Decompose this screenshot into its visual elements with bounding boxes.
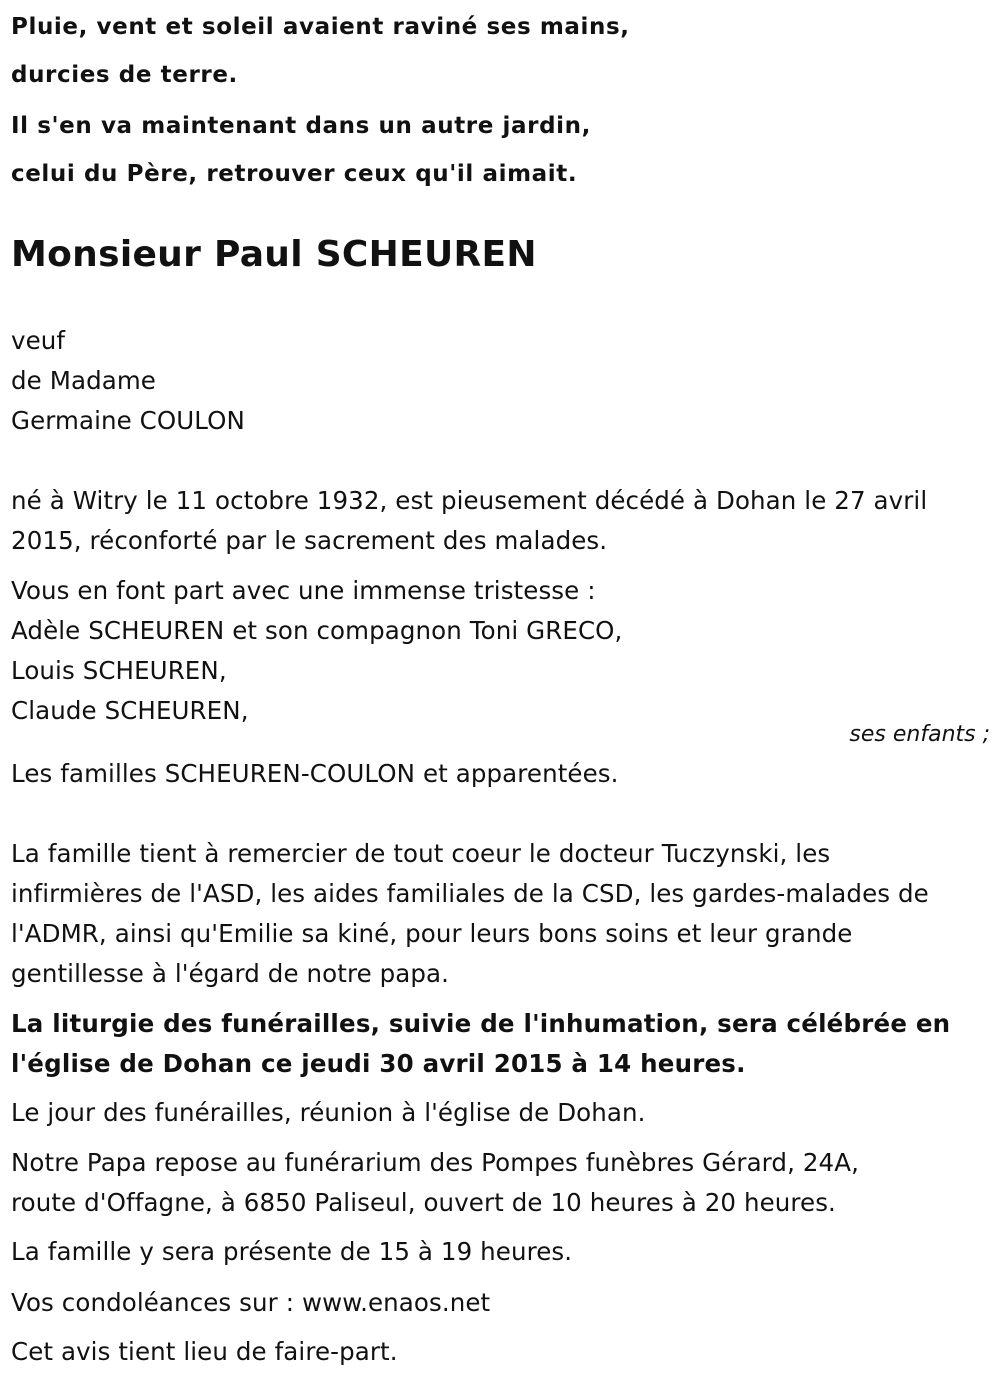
- poem-line: celui du Père, retrouver ceux qu'il aimait.: [11, 161, 578, 187]
- birth-death-line: né à Witry le 11 octobre 1932, est pieusement décédé à Dohan le 27 avril: [11, 486, 928, 515]
- family-line: Adèle SCHEUREN et son compagnon Toni GRECO,: [11, 616, 623, 645]
- children-label: ses enfants ;: [849, 722, 990, 747]
- deceased-name: Monsieur Paul SCHEUREN: [11, 234, 537, 275]
- poem-line: durcies de terre.: [11, 62, 238, 88]
- poem-line: Il s'en va maintenant dans un autre jardin,: [11, 113, 591, 139]
- extended-family: Les familles SCHEUREN-COULON et apparentées.: [11, 759, 619, 788]
- poem-line: Pluie, vent et soleil avaient raviné ses mains,: [11, 14, 630, 40]
- thanks-line: La famille tient à remercier de tout coeur le docteur Tuczynski, les: [11, 839, 831, 868]
- funeral-line: l'église de Dohan ce jeudi 30 avril 2015 à 14 heures.: [11, 1049, 746, 1078]
- thanks-line: gentillesse à l'égard de notre papa.: [11, 959, 450, 988]
- spouse-line: de Madame: [11, 366, 156, 395]
- rest-line: Notre Papa repose au funérarium des Pompes funèbres Gérard, 24A,: [11, 1148, 859, 1177]
- family-line: Louis SCHEUREN,: [11, 656, 227, 685]
- birth-death-line: 2015, réconforté par le sacrement des malades.: [11, 526, 608, 555]
- spouse-line: Germaine COULON: [11, 406, 245, 435]
- notice-line: Cet avis tient lieu de faire-part.: [11, 1337, 398, 1366]
- condolences-line: Vos condoléances sur : www.enaos.net: [11, 1288, 491, 1317]
- meeting-line: Le jour des funérailles, réunion à l'église de Dohan.: [11, 1098, 646, 1127]
- family-line: Vous en font part avec une immense tristesse :: [11, 576, 596, 605]
- funeral-line: La liturgie des funérailles, suivie de l'inhumation, sera célébrée en: [11, 1009, 951, 1038]
- thanks-line: infirmières de l'ASD, les aides familiales de la CSD, les gardes-malades de: [11, 879, 929, 908]
- rest-line: route d'Offagne, à 6850 Paliseul, ouvert de 10 heures à 20 heures.: [11, 1188, 836, 1217]
- spouse-line: veuf: [11, 326, 66, 355]
- thanks-line: l'ADMR, ainsi qu'Emilie sa kiné, pour leurs bons soins et leur grande: [11, 919, 853, 948]
- family-presence: La famille y sera présente de 15 à 19 heures.: [11, 1237, 573, 1266]
- family-line: Claude SCHEUREN,: [11, 696, 249, 725]
